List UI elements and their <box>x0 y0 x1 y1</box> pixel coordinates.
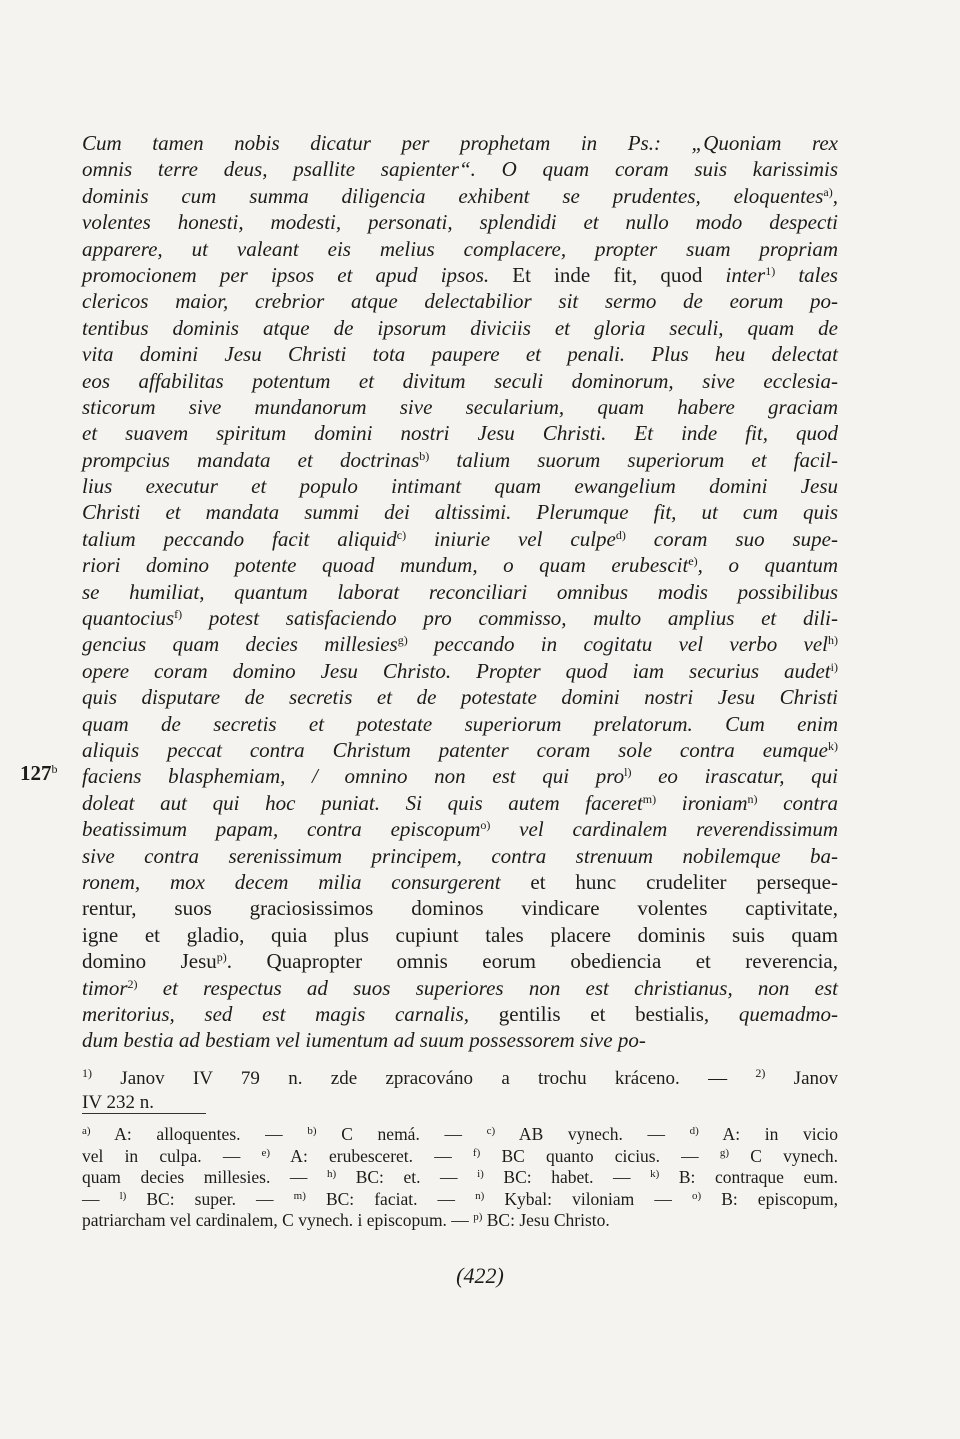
text-run: peccando in cogitatu vel verbo vel <box>407 632 828 657</box>
text-line <box>82 816 838 842</box>
text-line <box>82 658 838 684</box>
footnote-marker: i) <box>477 1168 484 1181</box>
apparatus-line <box>82 1210 838 1232</box>
footnote-marker: h) <box>326 1168 337 1181</box>
text-run: lius executur et populo intimant quam ewangelium domini Jesu <box>82 474 838 499</box>
apparatus-line <box>82 1167 838 1189</box>
footnotes-block <box>82 1067 838 1115</box>
text-run: — <box>82 1188 120 1209</box>
text-run: BC: et. — <box>336 1167 478 1188</box>
footnote-marker: m) <box>642 791 657 806</box>
footnote-marker: p) <box>216 950 227 965</box>
footnote-marker: m) <box>293 1189 306 1202</box>
text-line <box>82 737 838 763</box>
text-run: doleat aut qui hoc puniat. Si quis autem faceret <box>82 790 643 815</box>
apparatus-line <box>82 1146 838 1168</box>
text-run: et respectus ad suos superiores non est christianus, non est <box>137 975 838 1000</box>
text-run: eos affabilitas potentum et divitum seculi dominorum, sive ecclesia- <box>82 368 838 393</box>
text-run: et suavem spiritum domini nostri Jesu Christi. Et inde fit, quod <box>82 421 838 446</box>
text-run: coram suo supe- <box>625 526 838 551</box>
footnote-marker: 2) <box>127 976 138 991</box>
footnote-marker: c) <box>396 527 407 542</box>
text-line <box>82 763 838 789</box>
text-line <box>82 183 838 209</box>
text-run: quam decies millesies. — <box>82 1167 327 1188</box>
footnote-marker: d) <box>689 1125 699 1137</box>
footnote-marker: p) <box>473 1211 483 1224</box>
text-run: inter <box>725 262 766 287</box>
footnote-marker: 2) <box>755 1066 766 1080</box>
footnote-marker: h) <box>828 633 838 648</box>
text-line <box>82 631 838 657</box>
text-line <box>82 869 838 895</box>
text-run: promocionem per ipsos et apud ipsos. <box>82 262 490 287</box>
text-run: quam de secretis et potestate superiorum prelatorum. Cum enim <box>82 711 838 736</box>
text-line <box>82 552 838 578</box>
footnote-marker: f) <box>174 607 183 622</box>
text-run: iniurie vel culpe <box>406 526 616 551</box>
text-run: tentibus dominis atque de ipsorum diviciis et gloria seculi, quam de <box>82 315 838 340</box>
text-line <box>82 1001 838 1027</box>
text-run: domino Jesu <box>82 949 217 974</box>
text-run: riori domino potente quoad mundum, o quam erubescit <box>82 553 689 578</box>
footnote-marker: n) <box>475 1189 485 1202</box>
text-run: sticorum sive mundanorum sive secularium, quam habere graciam <box>82 394 838 419</box>
text-run: faciens blasphemiam, / omnino non est qui pro <box>82 764 625 789</box>
apparatus-line <box>82 1189 838 1211</box>
text-run: quantocius <box>82 606 175 631</box>
text-run: A: in vicio <box>698 1124 839 1144</box>
text-run: , o quantum <box>697 553 839 578</box>
text-run: IV 232 n. <box>82 1092 154 1113</box>
text-run: vel in culpa. — <box>82 1145 262 1166</box>
text-line <box>82 394 838 420</box>
text-line <box>82 315 838 341</box>
text-run: talium peccando facit aliquid <box>82 526 397 551</box>
text-run: opere coram domino Jesu Christo. Propter quod iam securius audet <box>82 658 831 683</box>
text-line <box>82 526 838 552</box>
text-run: , <box>832 183 838 208</box>
folio-number: 127 <box>20 761 52 785</box>
text-run: dominis cum summa diligencia exhibent se prudentes, eloquentes <box>82 183 824 208</box>
text-line <box>82 895 838 921</box>
text-run: BC quanto cicius. — <box>480 1145 720 1166</box>
text-run: Janov <box>765 1068 839 1089</box>
text-run: meritorius, sed est magis carnalis, <box>82 1001 470 1026</box>
text-run: . Quapropter omnis eorum obediencia et reverencia, <box>226 949 838 974</box>
critical-apparatus-block <box>82 1124 838 1232</box>
text-run: contra <box>757 790 839 815</box>
footnote-marker: g) <box>719 1146 730 1159</box>
footnote-line <box>82 1067 838 1091</box>
footnote-marker: b) <box>419 448 430 463</box>
text-line <box>82 975 838 1001</box>
text-run: B: episcopum, <box>701 1188 839 1209</box>
footnote-marker: b) <box>307 1125 317 1137</box>
text-line <box>82 843 838 869</box>
footnote-marker: 1) <box>82 1066 92 1080</box>
text-run: potest satisfaciendo pro commisso, multo amplius et dili- <box>182 606 838 631</box>
text-line <box>82 209 838 235</box>
footnote-marker: o) <box>691 1189 702 1202</box>
text-line <box>82 420 838 446</box>
footnote-marker: l) <box>624 765 632 780</box>
footnote-marker: k) <box>828 738 838 753</box>
footnote-marker: 1) <box>765 263 776 278</box>
text-run: C vynech. <box>729 1145 839 1166</box>
text-line <box>82 948 838 974</box>
text-run: A: alloquentes. — <box>90 1124 308 1144</box>
apparatus-line <box>82 1124 838 1146</box>
text-run: omnis terre deus, psallite sapienter“. O quam coram suis karissimis <box>82 157 838 182</box>
text-run: quis disputare de secretis et de potestate domini nostri Jesu Christi <box>82 685 838 710</box>
text-run: dum bestia ad bestiam vel iumentum ad suum possessorem sive po- <box>82 1028 646 1053</box>
text-run: BC: Jesu Christo. <box>482 1210 610 1231</box>
text-run: volentes honesti, modesti, personati, splendidi et nullo modo despecti <box>82 210 838 235</box>
text-run: Kybal: viloniam — <box>484 1188 692 1209</box>
text-run: B: contraque eum. <box>659 1167 839 1188</box>
text-run: clericos maior, crebrior atque delectabilior sit sermo de eorum po- <box>82 289 838 314</box>
text-run: timor <box>82 975 128 1000</box>
footnote-marker: n) <box>747 791 758 806</box>
footnote-marker: a) <box>82 1125 91 1137</box>
text-line <box>82 473 838 499</box>
page-number: (422) <box>456 1263 504 1288</box>
footnote-marker: g) <box>397 633 408 648</box>
text-run: gentilis et bestialis, <box>469 1001 739 1026</box>
text-run: AB vynech. — <box>495 1124 690 1144</box>
footnote-marker: e) <box>261 1146 271 1159</box>
text-line <box>82 236 838 262</box>
text-run: BC: faciat. — <box>305 1188 476 1209</box>
footnote-marker: a) <box>823 184 833 199</box>
text-run: beatissimum papam, contra episcopum <box>82 817 481 842</box>
text-line <box>82 262 838 288</box>
text-line <box>82 790 838 816</box>
text-line <box>82 922 838 948</box>
text-run: gencius quam decies millesies <box>82 632 398 657</box>
text-run: Cum tamen nobis dicatur per prophetam in Ps.: „Quoniam rex <box>82 131 838 155</box>
text-run: vel cardinalem reverendissimum <box>490 817 839 842</box>
footnote-marker: l) <box>119 1189 127 1202</box>
footnote-marker: i) <box>830 659 838 674</box>
folio-side: b <box>51 762 58 776</box>
text-run: vita domini Jesu Christi tota paupere et penali. Plus heu delectat <box>82 342 838 367</box>
footnote-rule <box>82 1113 206 1114</box>
text-run: ironiam <box>656 790 748 815</box>
text-run: et hunc crudeliter perseque- <box>500 869 838 894</box>
text-run: Janov IV 79 n. zde zpracováno a trochu kráceno. — <box>92 1068 756 1089</box>
text-run: BC: habet. — <box>483 1167 651 1188</box>
text-run: prompcius mandata et doctrinas <box>82 447 420 472</box>
text-line <box>82 368 838 394</box>
text-run: patriarcham vel cardinalem, C vynech. i episcopum. — <box>82 1210 474 1231</box>
text-run: sive contra serenissimum principem, contra strenuum nobilemque ba- <box>82 843 838 868</box>
text-run: rentur, suos graciosissimos dominos vindicare volentes captivitate, <box>82 896 838 921</box>
footnote-marker: c) <box>486 1125 496 1137</box>
footnote-marker: e) <box>688 554 698 569</box>
text-line <box>82 1027 838 1053</box>
text-run: talium suorum superiorum et facil- <box>429 447 838 472</box>
text-line <box>82 579 838 605</box>
footnote-marker: o) <box>480 818 491 833</box>
text-line <box>82 447 838 473</box>
text-run: se humiliat, quantum laborat reconciliari omnibus modis possibilibus <box>82 579 838 604</box>
text-run: Christi et mandata summi dei altissimi. Plerumque fit, ut cum quis <box>82 500 838 525</box>
text-run: BC: super. — <box>126 1188 294 1209</box>
footnote-marker: f) <box>472 1146 481 1159</box>
footnote-line <box>82 1091 838 1115</box>
text-line <box>82 130 838 156</box>
margin-folio-note <box>20 760 58 786</box>
text-line <box>82 684 838 710</box>
text-run: apparere, ut valeant eis melius complacere, propter suam propriam <box>82 236 838 261</box>
text-run: ronem, mox decem milia consurgerent <box>82 869 501 894</box>
text-run: quemadmo- <box>738 1001 838 1026</box>
text-run: igne et gladio, quia plus cupiunt tales placere dominis suis quam <box>82 922 838 947</box>
text-line <box>82 341 838 367</box>
text-run: eo irascatur, qui <box>631 764 838 789</box>
footnote-marker: k) <box>650 1168 660 1181</box>
text-run: aliquis peccat contra Christum patenter coram sole contra eumque <box>82 737 828 762</box>
footnote-marker: d) <box>615 527 626 542</box>
text-line <box>82 156 838 182</box>
text-run: A: erubesceret. — <box>270 1145 473 1166</box>
text-line <box>82 711 838 737</box>
text-line <box>82 605 838 631</box>
text-run: tales <box>775 262 838 287</box>
text-run: C nemá. — <box>316 1124 487 1144</box>
main-text-block <box>82 130 838 1054</box>
text-run: Et inde fit, quod <box>489 262 726 287</box>
text-line <box>82 288 838 314</box>
text-line <box>82 499 838 525</box>
